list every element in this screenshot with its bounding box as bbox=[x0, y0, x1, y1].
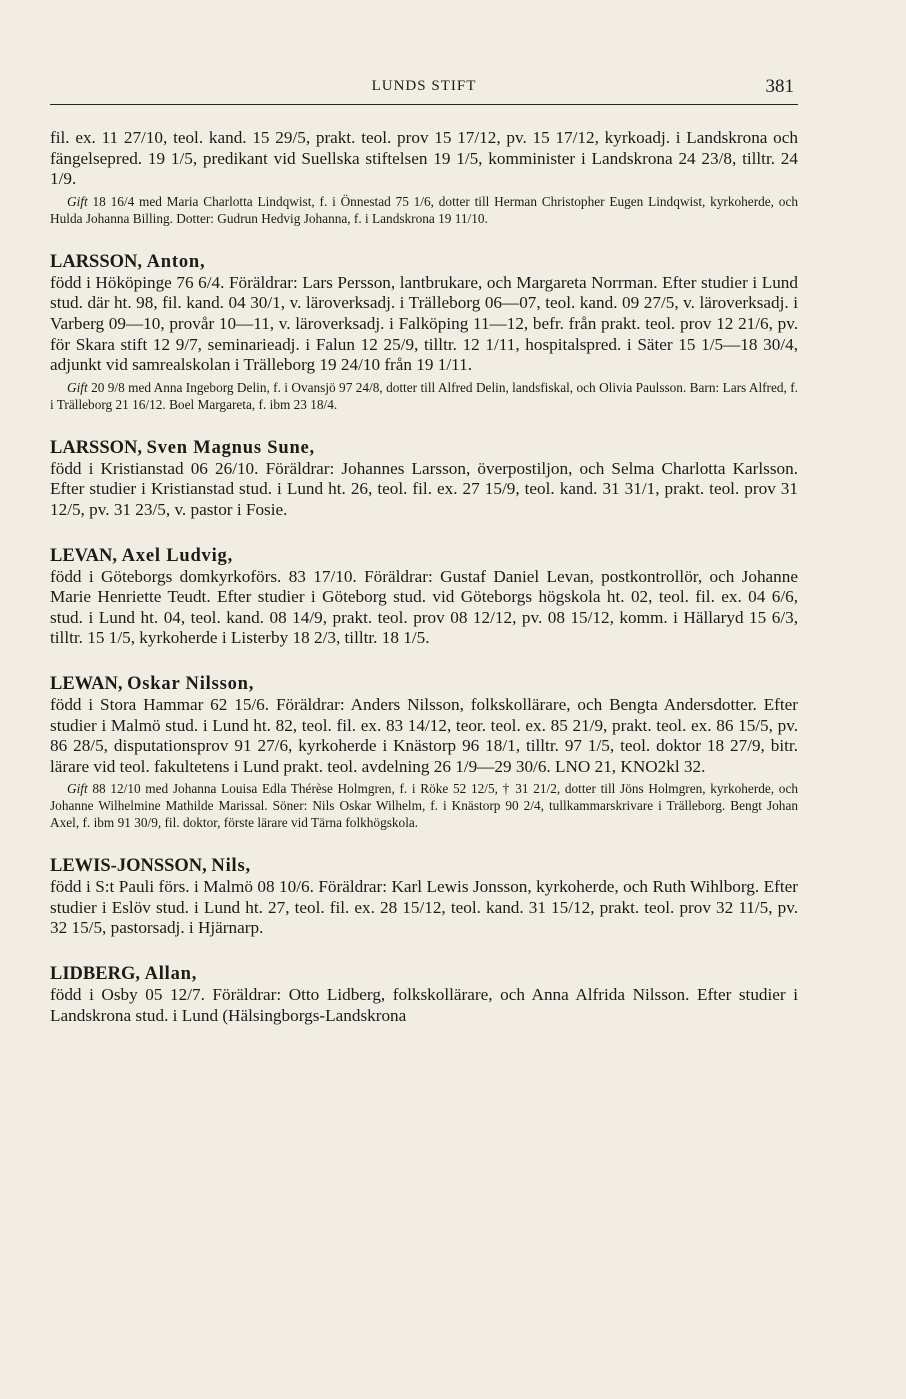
entry-heading bbox=[50, 251, 798, 273]
entry-bio: född i S:t Pauli förs. i Malmö 08 10/6. Föräldrar: Karl Lewis Jonsson, kyrkoherde, och Ruth Wihlborg. Efter studier i Eslöv stud. i Lund ht. 27, teol. fil. ex. 28 15/12, teol. kand. 31 15/12, prakt. teol. prov 32 11/5, pv. 32 15/5, pastorsadj. i Hjärnarp. bbox=[50, 877, 798, 938]
notes-text: 20 9/8 med Anna Ingeborg Delin, f. i Ovansjö 97 24/8, dotter till Alfred Delin, landsfiskal, och Olivia Paulsson. Barn: Lars Alfred, f. i Trälleborg 21 16/12. Boel Margareta, f. ibm 23 18/4. bbox=[50, 379, 798, 412]
entry-larsson-anton bbox=[50, 251, 798, 413]
entry-lewan-oskar bbox=[50, 673, 798, 831]
entry-surname: LEVAN, bbox=[50, 545, 117, 566]
entry-given-names: Allan, bbox=[144, 964, 198, 985]
entry-heading bbox=[50, 855, 798, 877]
entry-given-names: Oskar Nilsson, bbox=[127, 673, 255, 694]
entry-bio: född i Hököpinge 76 6/4. Föräldrar: Lars Persson, lantbrukare, och Margareta Norrman. Efter studier i Lund stud. där ht. 98, fil. kand. 04 30/1, v. läroverksadj. i Trälleborg 06—07, teol. kand. 09 27/5, v. läroverksadj. i Varberg 09—10, provår 10—11, v. läroverksadj. i Falköping 11—12, befr. från prakt. teol. prov 12 21/6, pv. för Skara stift 12 9/7, seminarieadj. i Falun 12 25/9, tilltr. 12 1/11, hospitalspred. i Säter 15 1/5—18 30/4, adjunkt vid samrealskolan i Trälleborg 19 24/10 från 19 1/11. bbox=[50, 272, 798, 375]
entry-surname: LARSSON, bbox=[50, 437, 143, 458]
entry-surname: LEWIS-JONSSON, bbox=[50, 856, 207, 877]
entry-given-names: Anton, bbox=[146, 251, 206, 272]
notes-lead: Gift bbox=[67, 781, 88, 797]
entry-bio: född i Kristianstad 06 26/10. Föräldrar: Johannes Larsson, överpostiljon, och Selma Charlotta Karlsson. Efter studier i Kristianstad stud. i Lund ht. 26, teol. fil. ex. 27 15/9, teol. kand. 31 31/1, prakt. teol. prov 31 12/5, pv. 31 23/5, v. pastor i Fosie. bbox=[50, 458, 798, 519]
entry-surname: LARSSON, bbox=[50, 251, 143, 272]
entry-family-notes bbox=[50, 193, 798, 227]
entry-heading bbox=[50, 545, 798, 567]
entry-lidberg-allan bbox=[50, 963, 798, 1026]
entry-family-notes bbox=[50, 780, 798, 831]
entry-continuation bbox=[50, 128, 798, 227]
running-title: LUNDS STIFT bbox=[371, 78, 477, 94]
entry-given-names: Sven Magnus Sune, bbox=[146, 437, 315, 458]
notes-text: 88 12/10 med Johanna Louisa Edla Thérèse Holmgren, f. i Röke 52 12/5, † 31 21/2, dotter till Jöns Holmgren, kyrkoherde, och Johanne Wilhelmine Mathilde Marissal. Söner: Nils Oskar Wilhelm, f. i Knästorp 90 2/4, tullkammarskrivare i Trälleborg. Bengt Johan Axel, f. ibm 91 30/9, fil. doktor, förste lärare vid Tärna folkhögskola. bbox=[50, 781, 798, 831]
entry-bio: fil. ex. 11 27/10, teol. kand. 15 29/5, prakt. teol. prov 15 17/12, pv. 15 17/12, kyrkoadj. i Landskrona och fängelsepred. 19 1/5, predikant vid Suellska stiftelsen 19 1/5, komminister i Landskrona 24 23/8, tilltr. 24 1/9. bbox=[50, 128, 798, 189]
page-body bbox=[50, 128, 798, 1026]
entry-lewis-jonsson bbox=[50, 855, 798, 939]
page-header bbox=[50, 70, 798, 105]
entry-given-names: Axel Ludvig, bbox=[121, 545, 233, 566]
entry-given-names: Nils, bbox=[211, 856, 251, 877]
entry-bio: född i Göteborgs domkyrkoförs. 83 17/10. Föräldrar: Gustaf Daniel Levan, postkontrollör, och Johanne Marie Henriette Teudt. Efter studier i Göteborg stud. vid Göteborgs högskola ht. 02, teol. fil. ex. 04 6/6, stud. i Lund ht. 04, teol. kand. 08 14/9, prakt. teol. prov 08 12/12, pv. 08 15/12, komm. i Hällaryd 15 6/3, tilltr. 15 1/5, kyrkoherde i Listerby 18 2/3, tilltr. 18 1/5. bbox=[50, 566, 798, 648]
notes-lead: Gift bbox=[67, 379, 88, 395]
entry-levan-axel bbox=[50, 545, 798, 649]
entry-heading bbox=[50, 673, 798, 695]
entry-surname: LIDBERG, bbox=[50, 964, 140, 985]
entry-heading bbox=[50, 437, 798, 459]
entry-bio: född i Stora Hammar 62 15/6. Föräldrar: Anders Nilsson, folkskollärare, och Bengta Andersdotter. Efter studier i Malmö stud. i Lund ht. 82, teol. fil. ex. 83 14/12, teor. teol. ex. 85 21/9, prakt. teol. ex. 86 15/5, pv. 86 28/5, disputationsprov 91 27/6, kyrkoherde i Knästorp 96 18/1, tilltr. 97 1/5, teol. doktor 18 27/9, bitr. lärare vid teol. fakultetens i Lund prakt. teol. avdelning 26 1/9—29 30/6. LNO 21, KNO2kl 32. bbox=[50, 694, 798, 776]
notes-lead: Gift bbox=[67, 193, 88, 209]
entry-heading bbox=[50, 963, 798, 985]
entry-larsson-sven bbox=[50, 437, 798, 521]
entry-surname: LEWAN, bbox=[50, 673, 123, 694]
page-number: 381 bbox=[765, 76, 794, 97]
entry-family-notes bbox=[50, 379, 798, 413]
notes-text: 18 16/4 med Maria Charlotta Lindqwist, f. i Önnestad 75 1/6, dotter till Herman Christopher Eugen Lindqwist, kyrkoherde, och Hulda Johanna Billing. Dotter: Gudrun Hedvig Johanna, f. i Landskrona 19 11/10. bbox=[50, 193, 798, 226]
entry-bio: född i Osby 05 12/7. Föräldrar: Otto Lidberg, folkskollärare, och Anna Alfrida Nilsson. Efter studier i Landskrona stud. i Lund (Hälsingborgs-Landskrona bbox=[50, 985, 798, 1025]
